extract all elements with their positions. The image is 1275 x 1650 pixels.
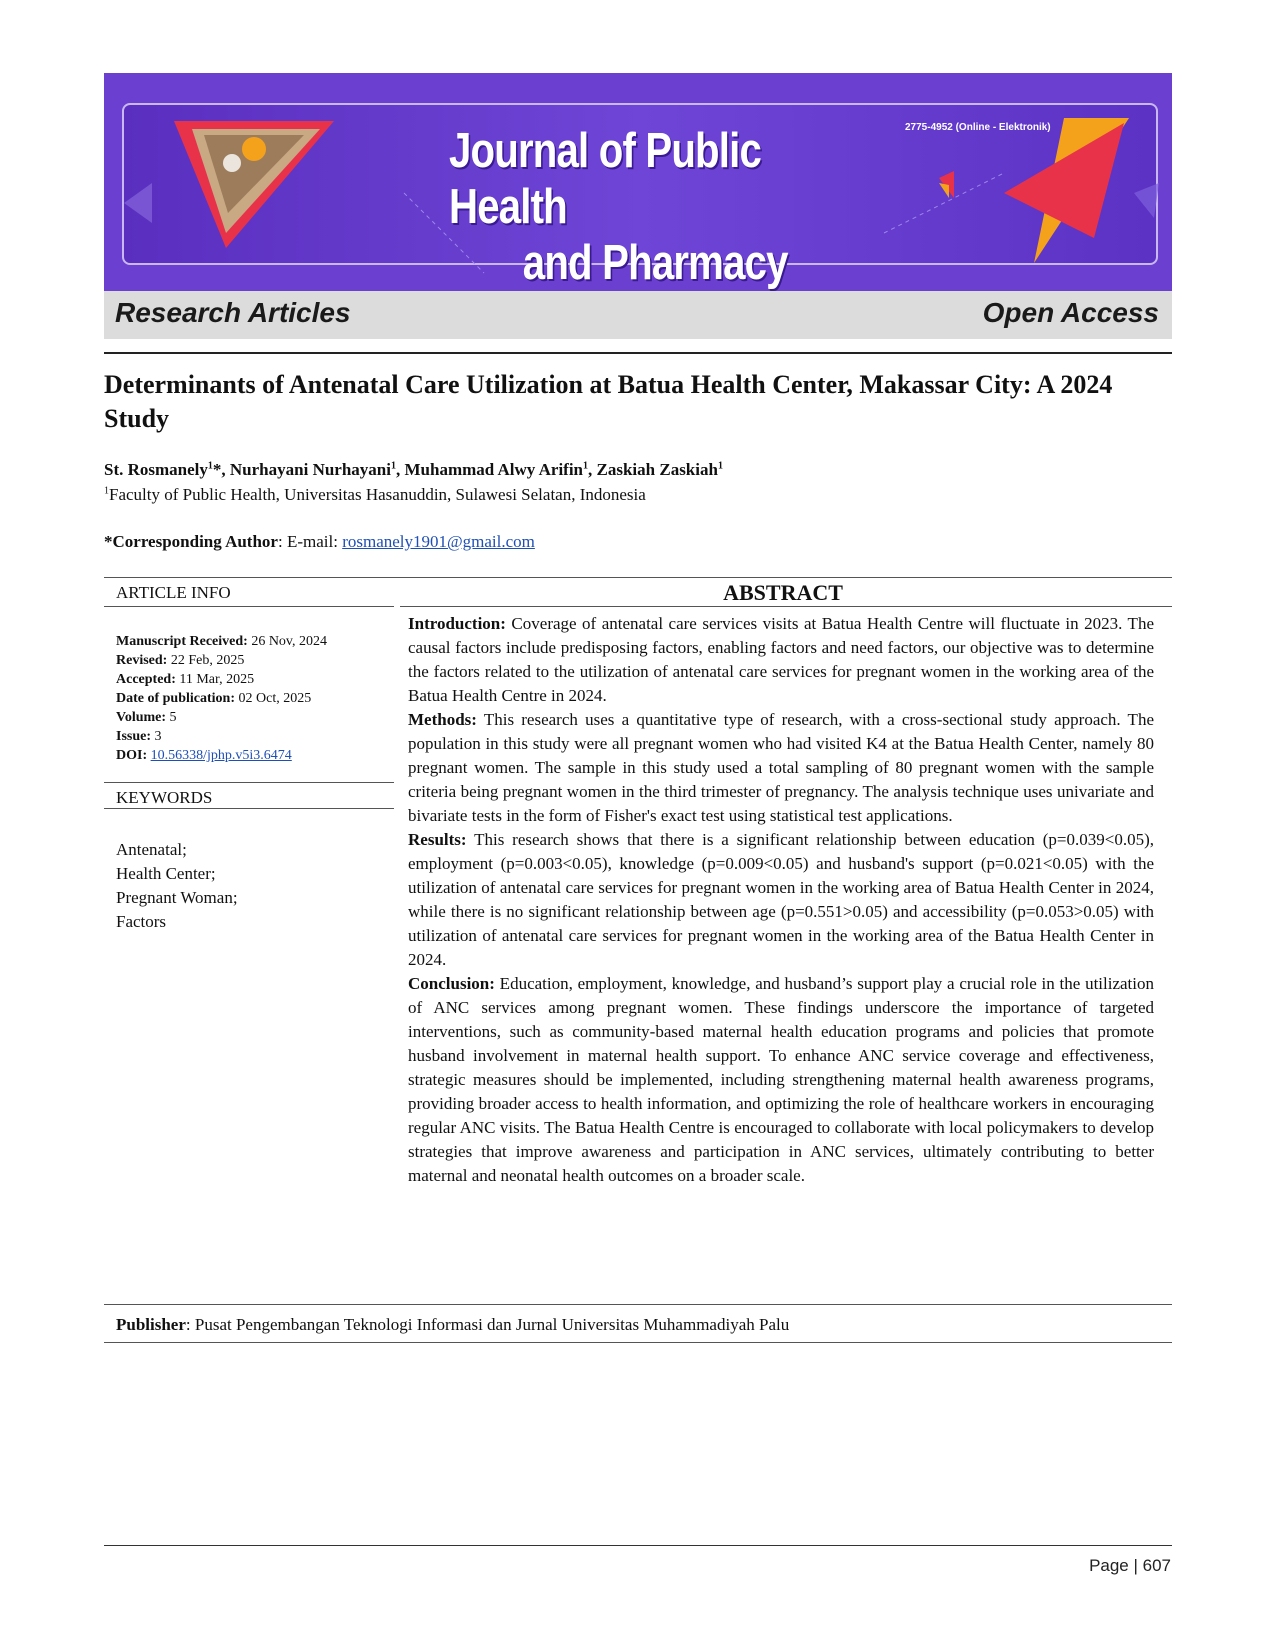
page-number: Page | 607 [1089, 1556, 1171, 1575]
affiliation: $^1$Faculty of Public Health, Universitas Hasanuddin, Sulawesi Selatan, Indonesia [104, 485, 646, 504]
info-issue: Issue: 3 [116, 729, 162, 744]
article-info-list [116, 632, 327, 765]
abstract-body [408, 612, 1154, 1188]
abstract-heading: ABSTRACT [723, 580, 843, 605]
info-volume: Volume: 5 [116, 710, 177, 725]
abstract-head-rule [400, 606, 1172, 607]
footer-divider [104, 1545, 1172, 1546]
keyword-item: Health Center; [116, 864, 216, 883]
info-accepted: Accepted: 11 Mar, 2025 [116, 672, 255, 687]
email-link[interactable]: rosmanely1901@gmail.com [342, 532, 535, 551]
info-revised: Revised: 22 Feb, 2025 [116, 653, 245, 668]
abstract-methods: Methods: This research uses a quantitative type of research, with a cross-sectional study approach. The population in this study were all pregnant women who had visited K4 at the Batua Health Center, namely 80 pregnant women. The sample in this study used a total sampling of 80 pregnant women with the sample criteria being pregnant women in the third trimester of pregnancy. The analysis technique uses univariate and bivariate tests in the form of Fisher's exact test using statistical test applications. [408, 710, 1154, 825]
author-name: Nurhayani Nurhayani [229, 460, 391, 479]
abstract-results: Results: This research shows that there is a significant relationship between education (p=0.039<0.05), employment (p=0.003<0.05), knowledge (p=0.009<0.05) and husband's support (p=0.021<0.05) with the utilization of antenatal care services for pregnant women in the working area of Batua Health Center in 2024, while there is no significant relationship between age (p=0.551>0.05) and accessibility (p=0.053>0.05) with utilization of antenatal care services for pregnant women in the working area of the Batua Health Center in 2024. [408, 830, 1154, 969]
doi-link[interactable]: 10.56338/jphp.v5i3.6474 [150, 748, 292, 763]
issn-label: 2775-4952 (Online - Elektronik) [905, 122, 1051, 133]
info-published: Date of publication: 02 Oct, 2025 [116, 691, 312, 706]
abstract-conclusion: Conclusion: Education, employment, knowledge, and husband’s support play a crucial role in the utilization of ANC services among pregnant women. These findings underscore the importance of targeted interventions, such as community-based maternal health education programs and policies that promote husband involvement in maternal health support. To enhance ANC service coverage and effectiveness, strategic measures should be implemented, including strengthening maternal health awareness programs, providing broader access to health information, and optimizing the role of healthcare workers in encouraging regular ANC visits. The Batua Health Centre is encouraged to collaborate with local policymakers to develop strategies that improve awareness and participation in ANC services, ultimately contributing to better maternal and neonatal health outcomes on a broader scale. [408, 974, 1154, 1185]
journal-title-line2: and Pharmacy [522, 236, 788, 290]
info-doi: DOI: 10.56338/jphp.v5i3.6474 [116, 748, 292, 763]
author-name: Zaskiah Zaskiah [596, 460, 718, 479]
publisher-line: Publisher: Pusat Pengembangan Teknologi Informasi dan Jurnal Universitas Muhammadiyah Palu [116, 1315, 790, 1334]
journal-banner [104, 73, 1172, 291]
keywords-heading: KEYWORDS [116, 788, 213, 807]
table-bottom-rule [104, 1304, 1172, 1305]
article-type-bar [104, 291, 1172, 339]
table-top-rule [104, 577, 1172, 578]
keywords-top-rule [104, 782, 394, 783]
keywords-bottom-rule [104, 808, 394, 809]
journal-title [449, 123, 859, 291]
info-received: Manuscript Received: 26 Nov, 2024 [116, 634, 328, 649]
keyword-item: Factors [116, 912, 167, 931]
access-type-label: Open Access [982, 297, 1159, 328]
article-info-heading: ARTICLE INFO [116, 583, 231, 602]
publisher-rule [104, 1342, 1172, 1343]
author-name: Muhammad Alwy Arifin [404, 460, 584, 479]
corresponding-author: *Corresponding Author: E-mail: rosmanely1901@gmail.com [104, 532, 535, 551]
keywords-list [116, 838, 238, 934]
author-name: St. Rosmanely [104, 460, 208, 479]
keyword-item: Pregnant Woman; [116, 888, 238, 907]
header-divider [104, 352, 1172, 354]
article-type-label: Research Articles [115, 297, 351, 328]
journal-title-line1: Journal of Public Health [449, 124, 761, 234]
article-title: Determinants of Antenatal Care Utilization at Batua Health Center, Makassar City: A 2024 Study [104, 370, 1113, 433]
keyword-item: Antenatal; [116, 840, 187, 859]
article-info-rule [104, 606, 394, 607]
abstract-introduction: Introduction: Coverage of antenatal care services visits at Batua Health Centre will fluctuate in 2023. The causal factors include predisposing factors, enabling factors and need factors, our objective was to determine the factors related to the utilization of antenatal care services for pregnant women in the working area of the Batua Health Centre in 2024. [408, 614, 1154, 705]
author-list: St. Rosmanely$^1$*, Nurhayani Nurhayani$^1$, Muhammad Alwy Arifin$^1$, Zaskiah Zaskiah$^1$ [104, 460, 723, 479]
